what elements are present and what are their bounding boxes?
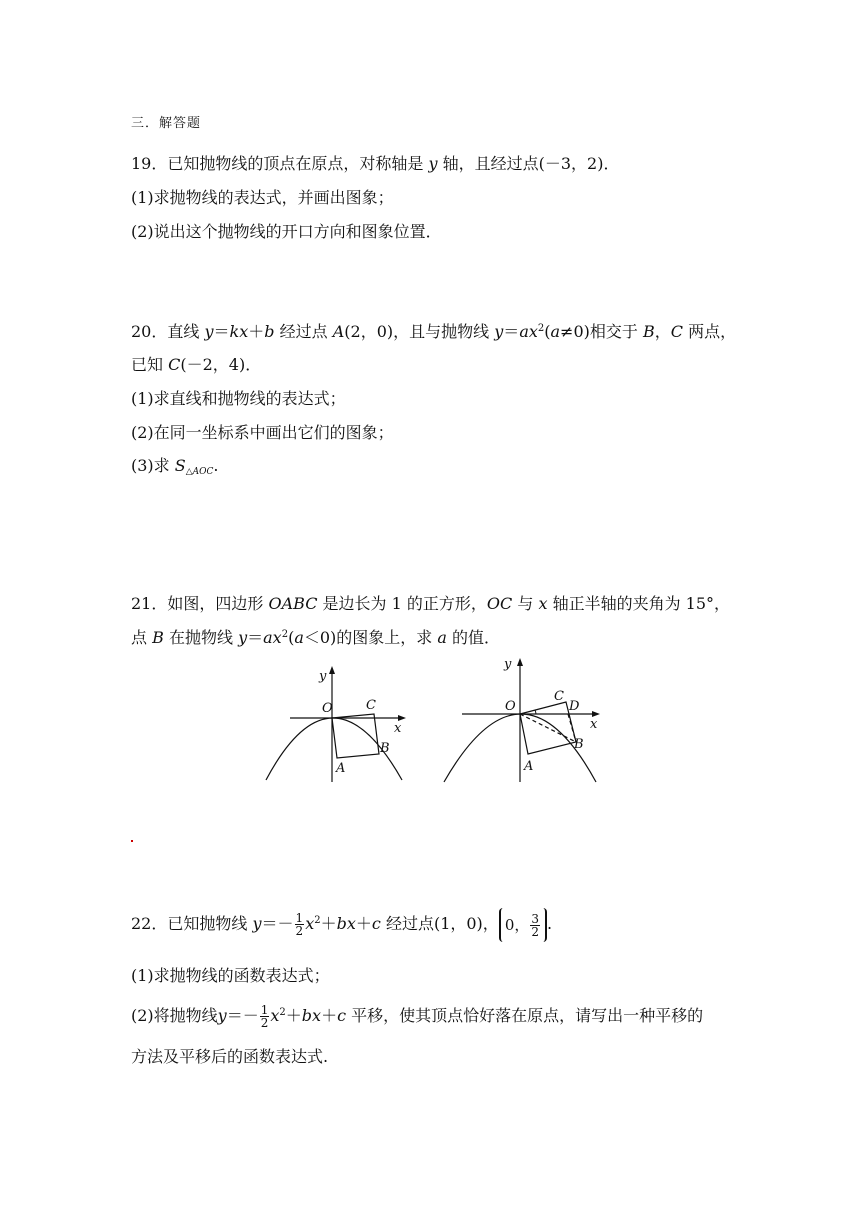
fig2-label-B: B (574, 737, 584, 752)
fig2-y-arrow (517, 658, 523, 666)
q20-sub3: (3)求 $S_{\triangle AOC}$. (131, 456, 219, 477)
q22-sub2-fraction: $\frac{1}{2}$ (260, 1003, 269, 1030)
fig2-label-C: C (554, 689, 564, 704)
fig1-label-y: y (319, 669, 327, 684)
q20-stem-line1: 20．直线 y＝kx＋b 经过点 A(2，0)，且与抛物线 $y=ax^2(a\ne 0)$相交于 B，C 两点， (131, 322, 737, 341)
fig1-label-x: x (394, 721, 402, 736)
q21-figure-2 (440, 652, 610, 788)
q22-sub2-line1: (2)将抛物线y＝－ $\frac{1}{2}$ $x^2+bx+c$ 平移，使其顶点恰好落在原点，请写出一种平移的 (131, 1003, 704, 1030)
q22-stem: 22．已知抛物线 y＝－ $\frac{1}{2}$ $x^2+bx+c$ 经过点(1，0)， 0， $\frac{3}{2}$ . (131, 904, 552, 944)
q22-fraction: $\frac{1}{2}$ (295, 911, 304, 938)
q21-figure-1 (262, 662, 412, 786)
fig2-label-O: O (505, 699, 516, 714)
q22-sub1: (1)求抛物线的函数表达式； (131, 966, 330, 985)
fig1-label-O: O (322, 701, 333, 716)
q22-sub2-line2: 方法及平移后的函数表达式. (131, 1047, 329, 1066)
fig2-label-y: y (504, 657, 512, 672)
q20-sub1: (1)求直线和抛物线的表达式； (131, 389, 346, 408)
fig2-diagonal-OB (520, 714, 576, 742)
fig1-y-arrow (329, 666, 335, 674)
q20-sub2: (2)在同一坐标系中画出它们的图象； (131, 423, 394, 442)
fig2-label-x: x (590, 717, 598, 732)
q20-stem-line2: 已知 C(－2，4)． (131, 355, 262, 374)
fig2-label-A: A (524, 759, 534, 774)
fig1-square (332, 714, 379, 758)
stray-dot (131, 840, 133, 842)
fig1-label-B: B (380, 741, 390, 756)
fig1-label-C: C (366, 698, 376, 713)
fig2-label-D: D (569, 699, 580, 714)
q19-stem: 19．已知抛物线的顶点在原点，对称轴是 y 轴，且经过点(－3，2)． (131, 154, 620, 173)
q21-stem-line2: 点 B 在抛物线 $y=ax^2(a<0)$的图象上，求 a 的值． (131, 628, 501, 647)
section-title: 三．解答题 (131, 116, 202, 131)
q19-sub1: (1)求抛物线的表达式，并画出图象； (131, 188, 394, 207)
q21-stem-line1: 21．如图，四边形 OABC 是边长为 1 的正方形，OC 与 x 轴正半轴的夹角为 15°， (131, 594, 731, 613)
q19-sub2: (2)说出这个抛物线的开口方向和图象位置． (131, 222, 442, 241)
q22-point-bracket: 0， $\frac{3}{2}$ (499, 905, 547, 945)
fig1-label-A: A (336, 761, 346, 776)
